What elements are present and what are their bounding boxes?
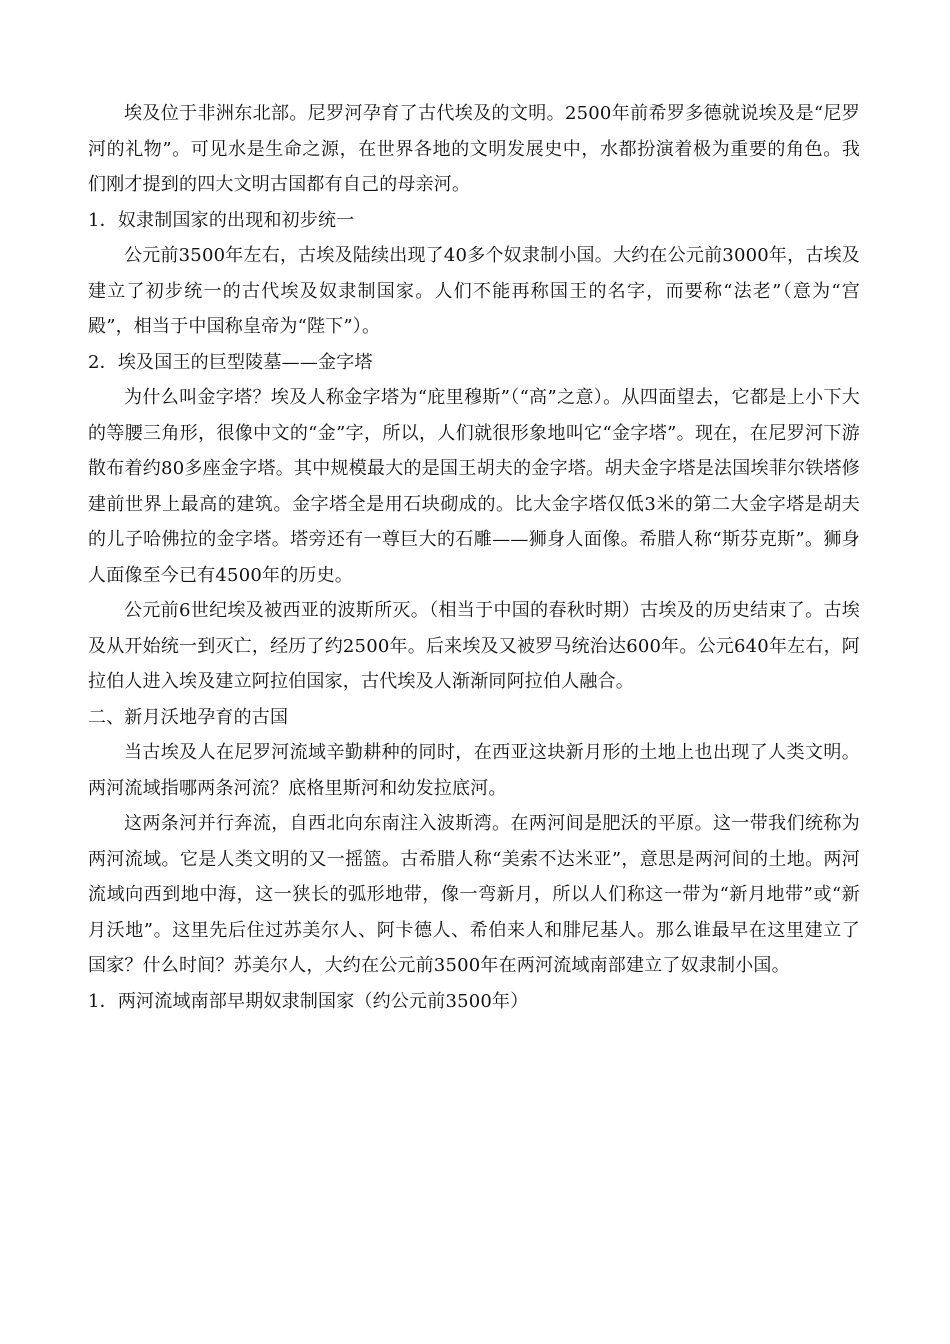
paragraph-two-rivers: 当古埃及人在尼罗河流域辛勤耕种的同时，在西亚这块新月形的土地上也出现了人类文明。两河流域指哪两条河流？底格里斯河和幼发拉底河。 [88,742,860,799]
paragraph-mesopotamia: 这两条河并行奔流，自西北向东南注入波斯湾。在两河间是肥沃的平原。这一带我们统称为两河流域。它是人类文明的又一摇篮。古希腊人称“美索不达米亚”，意思是两河间的土地。两河流域向西到地中海，这一狭长的弧形地带，像一弯新月，所以人们称这一带为“新月地带”或“新月沃地”。这里先后住过苏美尔人、阿卡德人、希伯来人和腓尼基人。那么谁最早在这里建立了国家？什么时间？苏美尔人，大约在公元前3500年在两河流域南部建立了奴隶制小国。 [88,813,860,976]
heading-slave-state: 1．奴隶制国家的出现和初步统一 [88,209,355,231]
paragraph-slave-state: 公元前3500年左右，古埃及陆续出现了40多个奴隶制小国。大约在公元前3000年，古埃及建立了初步统一的古代埃及奴隶制国家。人们不能再称国王的名字，而要称“法老”（意为“宫殿”，相当于中国称皇帝为“陛下”）。 [88,245,860,337]
heading-early-states: 1．两河流域南部早期奴隶制国家（约公元前3500年） [88,990,529,1012]
heading-pyramids: 2．埃及国王的巨型陵墓——金字塔 [88,351,373,373]
document-page [88,96,860,1019]
paragraph-pyramids: 为什么叫金字塔？埃及人称金字塔为“庇里穆斯”（“高”之意）。从四面望去，它都是上小下大的等腰三角形，很像中文的“金”字，所以，人们就很形象地叫它“金字塔”。现在，在尼罗河下游散布着约80多座金字塔。其中规模最大的是国王胡夫的金字塔。胡夫金字塔是法国埃菲尔铁塔修建前世界上最高的建筑。金字塔全是用石块砌成的。比大金字塔仅低3米的第二大金字塔是胡夫的儿子哈佛拉的金字塔。塔旁还有一尊巨大的石雕——狮身人面像。希腊人称“斯芬克斯”。狮身人面像至今已有4500年的历史。 [88,387,860,586]
paragraph-egypt-intro: 埃及位于非洲东北部。尼罗河孕育了古代埃及的文明。2500年前希罗多德就说埃及是“尼罗河的礼物”。可见水是生命之源，在世界各地的文明发展史中，水都扮演着极为重要的角色。我们刚才提到的四大文明古国都有自己的母亲河。 [88,103,860,195]
heading-fertile-crescent: 二、新月沃地孕育的古国 [88,706,289,728]
paragraph-egypt-end: 公元前6世纪埃及被西亚的波斯所灭。（相当于中国的春秋时期）古埃及的历史结束了。古埃及从开始统一到灭亡，经历了约2500年。后来埃及又被罗马统治达600年。公元640年左右，阿拉伯人进入埃及建立阿拉伯国家，古代埃及人渐渐同阿拉伯人融合。 [88,600,860,692]
